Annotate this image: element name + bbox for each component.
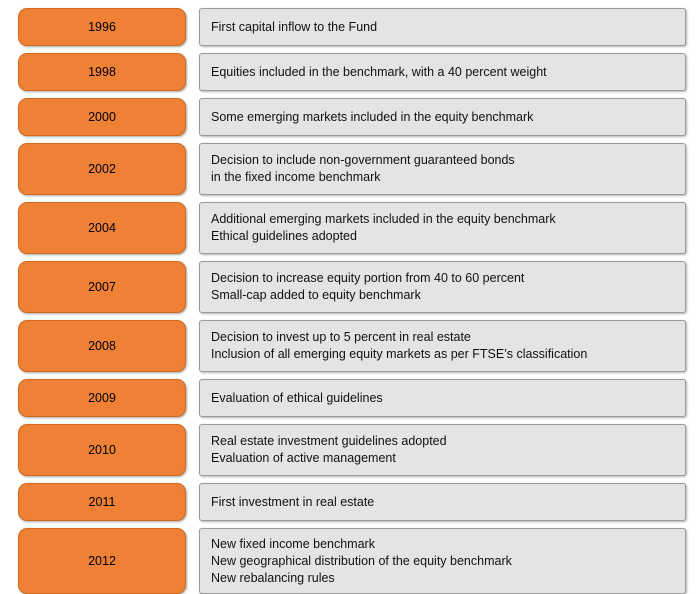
timeline-row	[18, 53, 686, 91]
event-card	[199, 379, 686, 417]
year-label: 2009	[88, 391, 116, 405]
timeline-row	[18, 261, 686, 313]
year-label: 2000	[88, 110, 116, 124]
event-line: First investment in real estate	[211, 494, 375, 509]
year-label: 2012	[88, 554, 116, 568]
timeline-row	[18, 320, 686, 372]
year-label: 1996	[88, 20, 116, 34]
timeline-row	[18, 8, 686, 46]
event-card	[199, 143, 686, 195]
year-label: 2011	[88, 495, 116, 509]
event-line: First capital inflow to the Fund	[211, 19, 378, 34]
event-card	[199, 528, 686, 594]
event-card	[199, 261, 686, 313]
year-label: 1998	[88, 65, 116, 79]
year-badge	[18, 528, 186, 594]
event-line: Decision to increase equity portion from 40 to 60 percent	[211, 271, 525, 285]
event-line: in the fixed income benchmark	[211, 170, 381, 184]
event-line: Some emerging markets included in the equity benchmark	[211, 109, 534, 124]
event-card	[199, 424, 686, 476]
year-label: 2004	[88, 221, 116, 235]
event-line: Decision to invest up to 5 percent in real estate	[211, 330, 471, 344]
event-line: New rebalancing rules	[211, 570, 335, 585]
event-card	[199, 320, 686, 372]
event-card	[199, 53, 686, 91]
event-line: New fixed income benchmark	[211, 536, 375, 551]
event-line: Real estate investment guidelines adopted	[211, 434, 447, 448]
event-line: Evaluation of active management	[211, 451, 396, 465]
event-line: Small-cap added to equity benchmark	[211, 288, 421, 302]
year-badge	[18, 202, 186, 254]
event-card	[199, 483, 686, 521]
timeline-row	[18, 202, 686, 254]
timeline-row	[18, 424, 686, 476]
year-label: 2007	[88, 280, 116, 294]
year-badge	[18, 261, 186, 313]
year-badge	[18, 53, 186, 91]
year-label: 2010	[88, 443, 116, 457]
timeline-row	[18, 528, 686, 594]
event-card	[199, 98, 686, 136]
event-line: Decision to include non-government guaranteed bonds	[211, 153, 515, 167]
event-card	[199, 8, 686, 46]
year-label: 2008	[88, 339, 116, 353]
timeline-row	[18, 143, 686, 195]
timeline-row	[18, 98, 686, 136]
event-line: Additional emerging markets included in the equity benchmark	[211, 212, 556, 226]
year-badge	[18, 379, 186, 417]
event-line: Inclusion of all emerging equity markets as per FTSE’s classification	[211, 347, 588, 361]
year-badge	[18, 424, 186, 476]
year-badge	[18, 483, 186, 521]
event-line: Evaluation of ethical guidelines	[211, 390, 383, 405]
year-badge	[18, 98, 186, 136]
year-badge	[18, 320, 186, 372]
timeline-row	[18, 379, 686, 417]
event-line: Equities included in the benchmark, with a 40 percent weight	[211, 64, 547, 79]
year-badge	[18, 8, 186, 46]
year-badge	[18, 143, 186, 195]
timeline-row	[18, 483, 686, 521]
event-line: Ethical guidelines adopted	[211, 229, 357, 243]
event-line: New geographical distribution of the equity benchmark	[211, 553, 512, 568]
event-card	[199, 202, 686, 254]
year-label: 2002	[88, 162, 116, 176]
